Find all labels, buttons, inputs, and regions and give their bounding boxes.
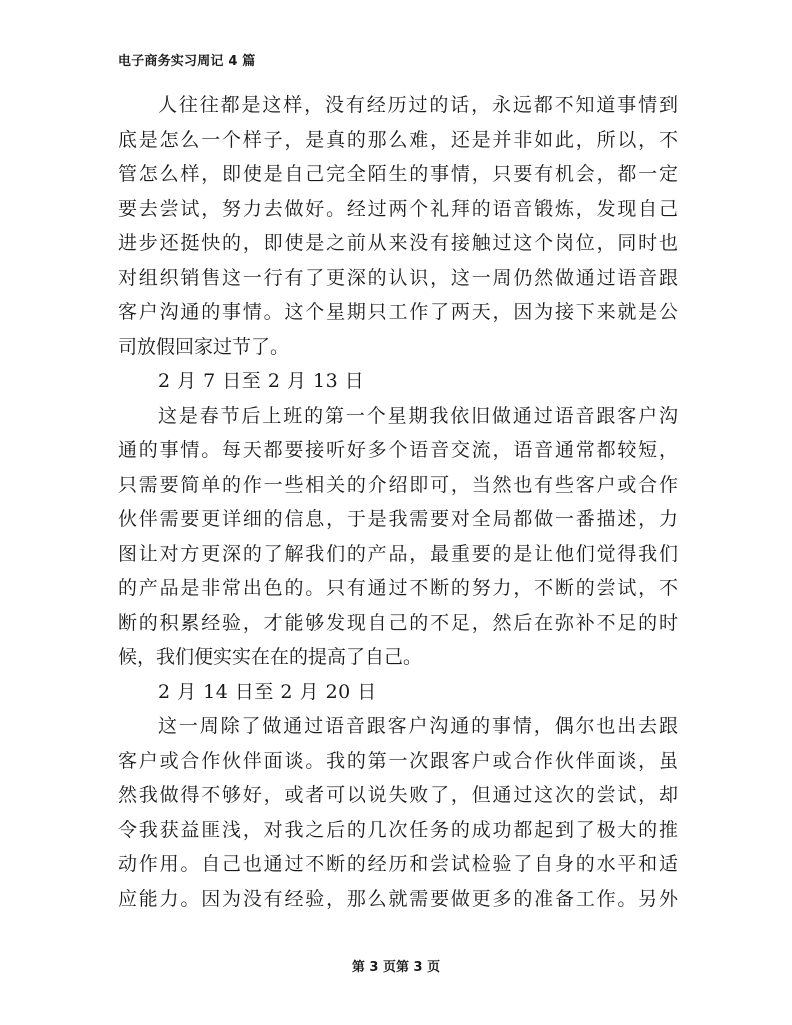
document-header: 电子商务实习周记 4 篇	[118, 54, 256, 69]
text-line: 然我做得不够好，或者可以说失败了，但通过这次的尝试，却	[118, 784, 678, 806]
text-line: 这一周除了做通过语音跟客户沟通的事情，偶尔也出去跟	[158, 715, 678, 737]
text-line: 应能力。因为没有经验，那么就需要做更多的准备工作。另外	[118, 887, 678, 910]
text-line: 进步还挺快的，即使是之前从来没有接触过这个岗位，同时也	[118, 232, 678, 254]
week-date-heading: 2 月 7 日至 2 月 13 日	[158, 370, 365, 392]
text-line: 候，我们便实实在在的提高了自己。	[118, 646, 423, 668]
week-date-heading: 2 月 14 日至 2 月 20 日	[158, 680, 377, 703]
text-line: 客户沟通的事情。这个星期只工作了两天，因为接下来就是公	[118, 301, 678, 323]
text-line: 断的积累经验，才能够发现自己的不足，然后在弥补不足的时	[118, 611, 678, 634]
text-line: 图让对方更深的了解我们的产品，最重要的是让他们觉得我们	[118, 542, 678, 565]
text-line: 人往往都是这样，没有经历过的话，永远都不知道事情到	[158, 94, 678, 116]
paragraph	[118, 88, 678, 364]
text-line: 管怎么样，即使是自己完全陌生的事情，只要有机会，都一定	[118, 163, 678, 185]
text-line: 伙伴需要更详细的信息，于是我需要对全局都做一番描述，力	[118, 508, 678, 530]
text-line: 这是春节后上班的第一个星期我依旧做通过语音跟客户沟	[158, 404, 678, 427]
text-line: 对组织销售这一行有了更深的认识，这一周仍然做通过语音跟	[118, 266, 678, 289]
text-line: 底是怎么一个样子，是真的那么难，还是并非如此，所以，不	[118, 128, 678, 151]
paragraph	[118, 709, 678, 916]
text-line: 司放假回家过节了。	[118, 335, 290, 358]
text-line: 客户或合作伙伴面谈。我的第一次跟客户或合作伙伴面谈，虽	[118, 749, 678, 772]
text-line: 动作用。自己也通过不断的经历和尝试检验了自身的水平和适	[118, 853, 678, 875]
text-line: 要去尝试，努力去做好。经过两个礼拜的语音锻炼，发现自己	[118, 197, 678, 220]
page-number-footer: 第 3 页第 3 页	[351, 960, 441, 975]
text-line: 通的事情。每天都要接听好多个语音交流，语音通常都较短，	[118, 439, 678, 461]
text-line: 的产品是非常出色的。只有通过不断的努力，不断的尝试，不	[118, 577, 678, 599]
paragraph	[118, 399, 678, 675]
text-line: 令我获益匪浅，对我之后的几次任务的成功都起到了极大的推	[118, 818, 678, 841]
document-body	[118, 88, 678, 916]
text-line: 只需要简单的作一些相关的介绍即可，当然也有些客户或合作	[118, 473, 678, 496]
